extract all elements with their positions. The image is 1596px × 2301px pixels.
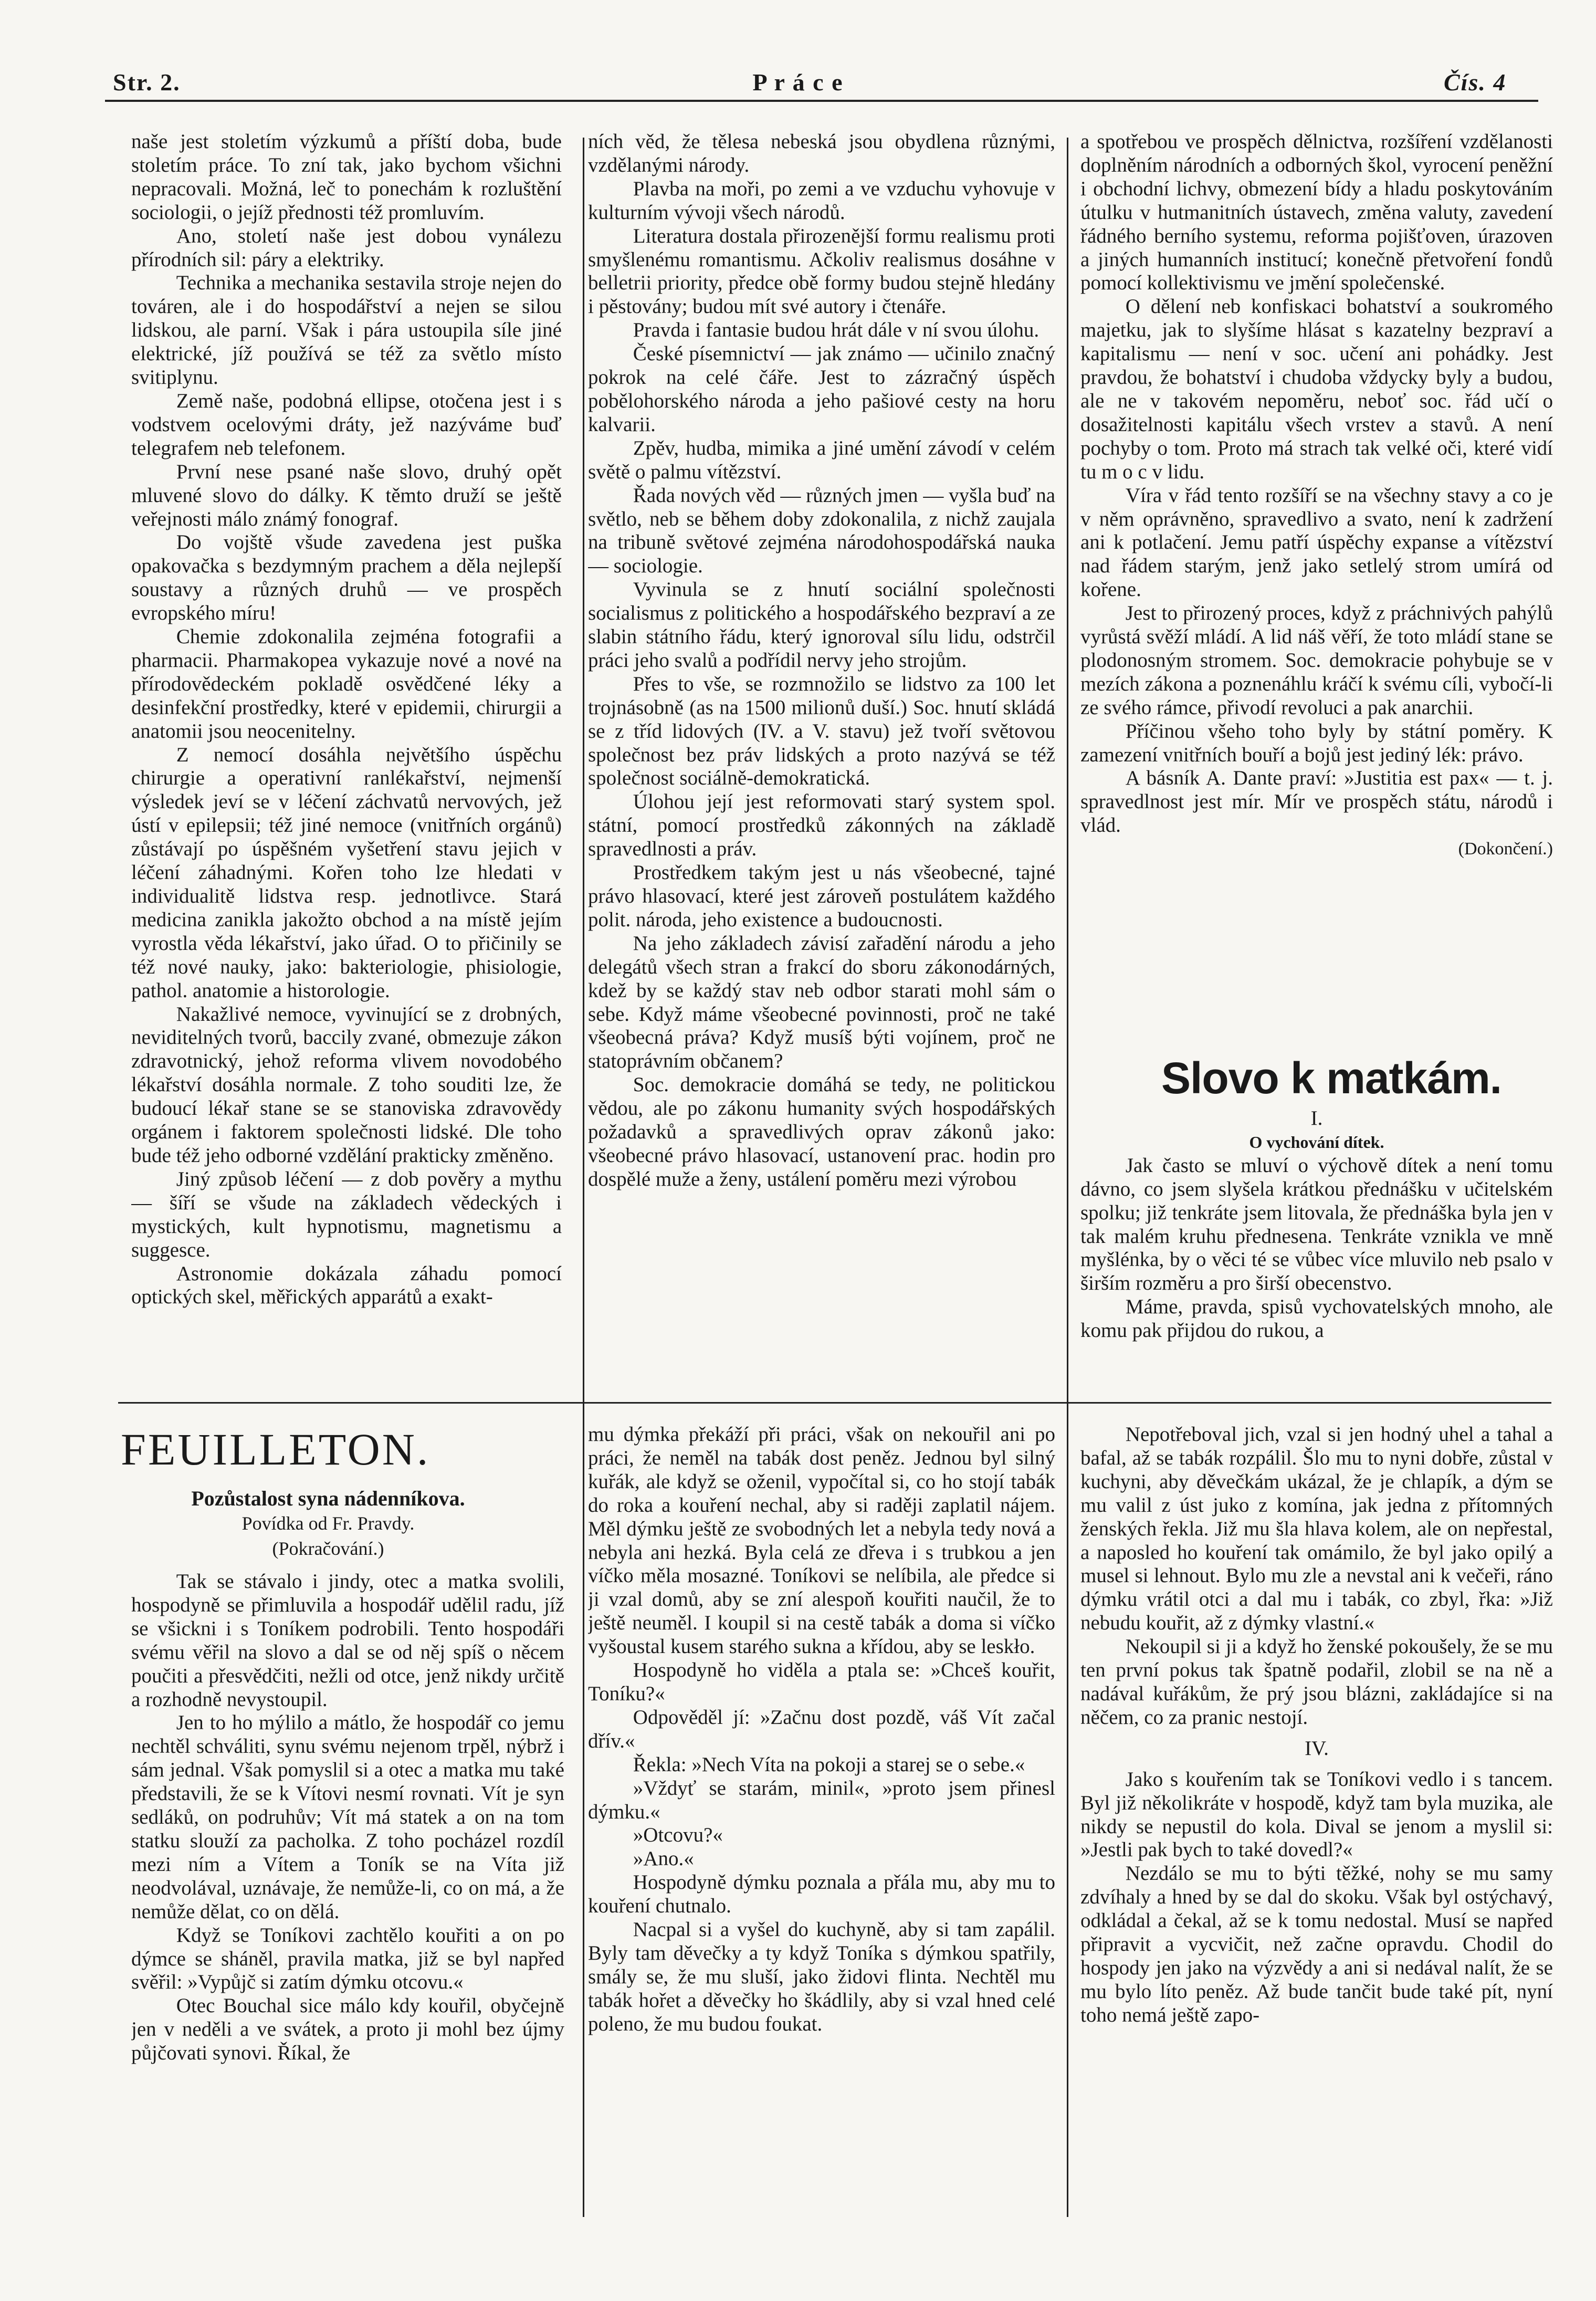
column-3-article <box>1080 130 1553 1044</box>
header-rule <box>105 100 1538 102</box>
paragraph: »Otcovu?« <box>633 1824 723 1847</box>
feuilleton-column-1 <box>131 1570 564 2221</box>
column-rule-1 <box>583 138 584 2217</box>
paragraph: První nese psané naše slovo, druhý opět mluvené slovo do dálky. K těmto druží se ještě veřejnosti málo známý fonograf. <box>131 460 562 530</box>
story-author: Povídka od Fr. Pravdy. <box>242 1513 415 1534</box>
paragraph: Země naše, podobná ellipse, otočena jest i s vodstvem ocelovými dráty, jež nazýváme buď telegrafem neb telefonem. <box>131 389 562 459</box>
column-rule-2 <box>1067 138 1068 2217</box>
feuilleton-rule <box>118 1402 1551 1404</box>
paragraph: Příčinou všeho toho byly by státní poměry. K zamezení vnitřních bouří a bojů jest jediný lék: právo. <box>1080 719 1553 766</box>
paragraph: Na jeho základech závisí zařadění národu a jeho delegátů všech stran a frakcí do sboru zákonodárných, kdež by se každý stav neb odbor starati mohl sám o sebe. Když máme všeobecné povinnosti, proč ne také všeobecná práva? Když musíš býti vojínem, proč ne statoprávním občanem? <box>588 932 1055 1073</box>
paragraph: Jako s kouřením tak se Toníkovi vedlo i s tancem. Byl již několikráte v hospodě, když tam byla muzika, ale nikdy se nepustil do kola. Dival se jenom a myslil si: »Jestli pak bych to také dovedl?« <box>1080 1767 1553 1861</box>
paragraph: naše jest stoletím výzkumů a příští doba, bude stoletím práce. To zní tak, jako bychom všichni nepracovali. Možná, leč to ponechám k rozluštění sociologii, o jejíž přednosti též promluvím. <box>131 130 562 224</box>
paragraph: ních věd, že tělesa nebeská jsou obydlena různými, vzdělanými národy. <box>588 130 1055 176</box>
article-subtitle: O vychování dítek. <box>1249 1132 1384 1152</box>
newspaper-title: P r á c e <box>752 69 844 96</box>
continuation-note: (Dokončení.) <box>1458 839 1553 859</box>
paragraph: Nekoupil si ji a když ho ženské pokoušely, že se mu ten první pokus tak špatně podařil, zlobil se na ně a nadával kuřákům, že prý jsou blázni, zakládajíce si na něčem, co za pranic nestojí. <box>1080 1635 1553 1729</box>
feuilleton-column-2 <box>588 1423 1055 2221</box>
paragraph: Zpěv, hudba, mimika a jiné umění závodí v celém světě o palmu vítězství. <box>588 436 1055 483</box>
page-number: Str. 2. <box>113 69 181 96</box>
paragraph: Jiný způsob léčení — z dob pověry a mythu — šíří se všude na základech vědeckých i mystických, kult hypnotismu, magnetismu a suggesce. <box>131 1167 562 1261</box>
paragraph: Plavba na moři, po zemi a ve vzduchu vyhovuje v kulturním vývoji všech národů. <box>588 177 1055 224</box>
issue-number: Čís. 4 <box>1444 69 1507 96</box>
column-2-article <box>588 130 1055 1401</box>
paragraph: Astronomie dokázala záhadu pomocí optických skel, měřických apparátů a exakt- <box>131 1262 562 1309</box>
paragraph: Když se Toníkovi zachtělo kouřiti a on po dýmce se sháněl, pravila matka, již se byl napřed svěřil: »Vypůjč si zatím dýmku otcovu.« <box>131 1923 564 1994</box>
paragraph: Z nemocí dosáhla největšího úspěchu chirurgie a operativní ranlékařství, nejmenší výsledek jeví se v léčení záchvatů nervových, jež ústí v epilepsii; též jiné nemoce (vnitřních orgánů) zůstávají po úspěšném vyšetření stavu jejich v léčení záhadnými. Kořen toho lze hledati v individualitě lidstva resp. jednotlivce. Stará medicina zanikla jakožto obchod a na místě jejím vyrostla věda lékařství, jako úřad. O to přičinily se též nové nauky, jako: bakteriologie, phisiologie, pathol. anatomie a historologie. <box>131 743 562 1002</box>
part-number: IV. <box>1305 1737 1329 1760</box>
story-continuation: (Pokračování.) <box>272 1538 384 1559</box>
paragraph: Literatura dostala přirozenější formu realismu proti smyšlenému romantismu. Ačkoliv realismus dosáhne v belletrii priority, předce obě formy budou stejně hledány i pěstovány; budou mít své autory i čtenáře. <box>588 224 1055 318</box>
paragraph: Víra v řád tento rozšíří se na všechny stavy a co je v něm oprávněno, spravedlivo a svato, není k zadržení ani k potlačení. Jemu patří úspěchy expanse a vítězství nad řádem starým, jenž jako setlelý strom umírá od kořene. <box>1080 484 1553 601</box>
paragraph: A básník A. Dante praví: »Justitia est pax« — t. j. spravedlnost jest mír. Mír ve prospěch státu, národů i vlád. <box>1080 767 1553 837</box>
paragraph: Jen to ho mýlilo a mátlo, že hospodář co jemu nechtěl schváliti, synu svému nejenom trpěl, nýbrž i sám jednal. Však pomyslil si a otec a matka mu také představili, že se k Vítovi nesmí rovnati. Vít je syn sedláků, on podruhův; Vít má statek a on na tom statku slouží za pacholka. Z toho pocházel rozdíl mezi ním a Vítem a Toník se na Víta již neodvolával, uznávaje, že nemůže-li, co on má, a že nemůže dělat, co on dělá. <box>131 1711 564 1923</box>
part-number: I. <box>1310 1107 1323 1129</box>
paragraph: O dělení neb konfiskaci bohatství a soukromého majetku, jak to slyšíme hlásat s kazatelny bezpraví a kapitalismu — není v soc. učení ani pohádky. Jest pravdou, že bohatství i chudoba vždycky byly a budou, ale ne v takovém nepoměru, neboť soc. řád učí o dosažitelnosti kapitálu všech vrstev a stavů. A není pochyby o tom. Proto má strach tak velké oči, které vidí tu m o c v lidu. <box>1080 295 1553 483</box>
paragraph: Přes to vše, se rozmnožilo se lidstvo za 100 let trojnásobně (as na 1500 milionů duší.) Soc. hnutí skládá se z tříd lidových (IV. a V. stavu) jež tvoří světovou společnost bez práv lidských a proto nazývá se též společnost sociálně-demokratická. <box>588 672 1055 790</box>
paragraph: České písemnictví — jak známo — učinilo značný pokrok na celé čáře. Jest to zázračný úspěch pobělohorského národa a jeho pašiové cesty na horu kalvarii. <box>588 342 1055 436</box>
paragraph: Soc. demokracie domáhá se tedy, ne politickou vědou, ale po zákonu humanity svých hospodářských požadavků a spravedlivých oprav zákonů jako: všeobecné právo hlasovací, ustanovení prac. hodin pro dospělé muže a ženy, ustálení poměru mezi výrobou <box>588 1073 1055 1190</box>
paragraph: Úlohou její jest reformovati starý system spol. státní, pomocí prostředků zákonných na základě spravedlnosti a práv. <box>588 790 1055 861</box>
paragraph: Nacpal si a vyšel do kuchyně, aby si tam zapálil. Byly tam děvečky a ty když Toníka s dýmkou spatřily, smály se, že mu sluší, jako židovi flinta. Nechtěl mu tabák hořet a děvečky ho škádlily, aby si vzal hned celé poleno, že mu budou foukat. <box>588 1918 1055 2035</box>
column-1-article <box>131 130 562 1401</box>
paragraph: Nepotřeboval jich, vzal si jen hodný uhel a tahal a bafal, až se tabák rozpálil. Šlo mu to nyni dobře, zůstal v kuchyni, aby děvečkám ukázal, že je chlapík, a dým se mu valil z úst juko z komína, jak jedna z přítomných ženských řekla. Již mu šla hlava kolem, ale on nepřestal, a naposled ho kouření tak omámilo, že byl jako opilý a musel si lehnout. Bylo mu zle a nevstal ani k večeři, ráno dýmku vrátil otci a dal mu i tabák, co zbyl, řka: »Již nebudu kouřit, až z dýmky vlastní.« <box>1080 1423 1553 1635</box>
paragraph: Máme, pravda, spisů vychovatelských mnoho, ale komu pak přijdou do rukou, a <box>1080 1295 1553 1342</box>
paragraph: mu dýmka překáží při práci, však on nekouřil ani po práci, že neměl na tabák dost peněz. Jednou byl silný kuřák, ale když se oženil, vypočítal si, co ho stojí tabák do roka a kouření nechal, aby si raději zaplatil nájem. Měl dýmku ještě ze svobodných let a nebyla tedy nová a nebyla ani hezká. Byla celá ze dřeva i s trubkou a jen víčko měla mosazné. Toníkovi se nelíbila, ale předce si ji vzal domů, aby se zní alespoň kouřiti naučil, že to ještě neuměl. I koupil si na cestě tabák a doma si víčko vyšoustal kusem starého sukna a křídou, aby se leskło. <box>588 1423 1055 1658</box>
paragraph: Odpověděl jí: »Začnu dost pozdě, váš Vít začal dřív.« <box>588 1706 1055 1752</box>
paragraph: »Ano.« <box>633 1847 694 1870</box>
paragraph: Otec Bouchal sice málo kdy kouřil, obyčejně jen v neděli a ve svátek, a proto ji mohl bez újmy půjčovati synovi. Říkal, že <box>131 1994 564 2065</box>
paragraph: Prostředkem takým jest u nás všeobecné, tajné právo hlasovací, které jest zároveň postulátem každého polit. národa, jeho existence a budoucnosti. <box>588 861 1055 931</box>
paragraph: Jak často se mluví o výchově dítek a není tomu dávno, co jsem slyšela krátkou přednášku v učitelském spolku; již tenkráte jsem litovala, že přednáška byla jen v tak malém kruhu přednesena. Tenkráte vznikla ve mně myšlénka, by o věci té se vůbec více mluvilo neb psalo v širším rozměru a pro širší obecenstvo. <box>1080 1154 1553 1295</box>
paragraph: Nezdálo se mu to býti těžké, nohy se mu samy zdvíhaly a hned by se dal do skoku. Však byl ostýchavý, odkládal a čekal, až se k tomu nedostal. Musí se napřed připravit a vycvičit, než začne opravdu. Chodil do hospody jen jako na výzvědy a ani si nedával nalít, že se mu bylo líto peněz. Až bude tančit bude také pít, nyní toho nemá ještě zapo- <box>1080 1862 1553 2026</box>
paragraph: Technika a mechanika sestavila stroje nejen do továren, ale i do hospodářství a nejen se silou lidskou, ale parní. Však i pára ustoupila síle jiné elektrické, jíž používá se též za světlo místo svitiplynu. <box>131 271 562 389</box>
paragraph: Pravda i fantasie budou hrát dále v ní svou úlohu. <box>633 319 1040 342</box>
paragraph: »Vždyť se starám, minil«, »proto jsem přinesl dýmku.« <box>588 1776 1055 1823</box>
article-title-slovo: Slovo k matkám. <box>1161 1053 1502 1103</box>
feuilleton-label: FEUILLETON. <box>121 1424 430 1474</box>
paragraph: Řada nových věd — různých jmen — vyšla buď na světlo, neb se během doby zdokonalila, z nichž zaujala na tribuně světové zejména národohospodářská nauka — sociologie. <box>588 484 1055 578</box>
slovo-article <box>1080 1107 1553 1401</box>
paragraph: Chemie zdokonalila zejména fotografii a pharmacii. Pharmakopea vykazuje nové a nové na přírodovědeckém pokladě osvědčené léky a desinfekční prostředky, které v epidemii, chirurgii a anatomii jsou neocenitelny. <box>131 625 562 742</box>
paragraph: Ano, století naše jest dobou vynálezu přírodních sil: páry a elektriky. <box>131 224 562 271</box>
paragraph: Tak se stávalo i jindy, otec a matka svolili, hospodyně se přimluvila a hospodář udělil radu, jíž se všickni i s Toníkem podrobili. Tento hospodáři svému věřil na slovo a dal se od něj spíš o něcem poučiti a přesvědčiti, nežli od otce, jenž nikdy určitě a rozhodně nevystoupil. <box>131 1570 564 1711</box>
story-title: Pozůstalost syna nádenníkova. <box>191 1487 465 1510</box>
paragraph: Hospodyně ho viděla a ptala se: »Chceš kouřit, Toníku?« <box>588 1659 1055 1705</box>
paragraph: Řekla: »Nech Víta na pokoji a starej se o sebe.« <box>633 1753 1025 1776</box>
paragraph: Vyvinula se z hnutí sociální společnosti socialismus z politického a hospodářského bezpraví a ze slabin státního řádu, který ignoroval sílu lidu, odstrčil práci jeho svalů a podřídil nervy jeho strojům. <box>588 578 1055 672</box>
paragraph: Jest to přirozený proces, když z práchnivých pahýlů vyrůstá svěží mládí. A lid náš věří, že toto mládí stane se plodonosným stromem. Soc. demokracie pohybuje se v mezích zákona a poznenáhlu kráčí k svému cíli, vybočí-li ze svého rámce, přivodí revoluci a pak anarchii. <box>1080 602 1553 719</box>
paragraph: Hospodyně dýmku poznala a přála mu, aby mu to kouření chutnalo. <box>588 1871 1055 1918</box>
feuilleton-column-3 <box>1080 1423 1553 2221</box>
paragraph: Nakažlivé nemoce, vyvinující se z drobných, neviditelných tvorů, baccily zvané, obmezuje zákon zdravotnický, jehož reforma vlivem novodobého lékařství dosáhla normale. Z toho souditi lze, že budoucí lékař stane se se stanoviska zdravovědy orgánem i faktorem společnosti lidské. Dle toho bude též jeho odborné vzdělání prakticky změněno. <box>131 1002 562 1167</box>
paragraph: Do vojště všude zavedena jest puška opakovačka s bezdymným prachem a děla nejlepší soustavy a různých druhů — ve prospěch evropského míru! <box>131 531 562 625</box>
paragraph: a spotřebou ve prospěch dělnictva, rozšíření vzdělanosti doplněním národních a odborných škol, vyrocení peněžní i obchodní lichvy, obmezení bídy a hladu poskytováním útulku v hutmanitních ústavech, změna valuty, zavedení řádného berního systemu, reforma pojišťoven, úrazoven a jiných humanních institucí; konečně přetvoření fondů pomocí kollektivismu ve jmění společenské. <box>1080 130 1553 295</box>
